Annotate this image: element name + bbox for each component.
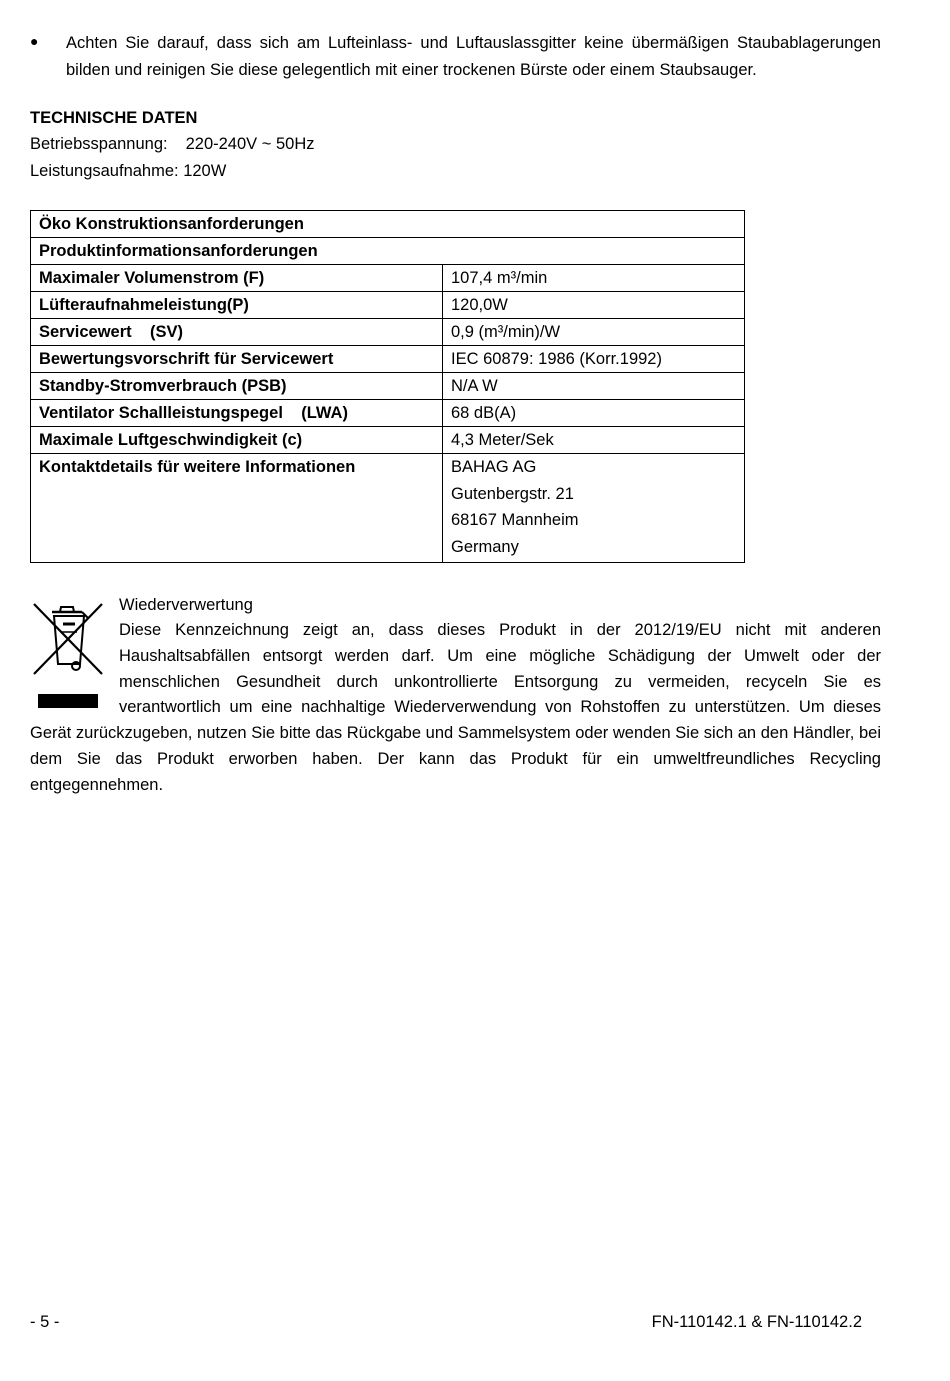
row-label: Maximale Luftgeschwindigkeit (c)	[31, 427, 443, 454]
row-label: Bewertungsvorschrift für Servicewert	[31, 346, 443, 373]
table-row	[31, 346, 745, 373]
power-line: Leistungsaufnahme: 120W	[30, 162, 227, 180]
contact-country: Germany	[451, 537, 519, 556]
row-label: Standby-Stromverbrauch (PSB)	[31, 373, 443, 400]
contact-street: Gutenbergstr. 21	[451, 484, 574, 503]
table-row	[31, 319, 745, 346]
recycling-text-block	[30, 618, 881, 799]
voltage-line	[30, 133, 315, 155]
maintenance-instruction: Achten Sie darauf, dass sich am Lufteinlass- und Luftauslassgitter keine übermäßigen Staubablagerungen bilden und reinigen Sie diese gelegentlich mit einer trockenen Bürste oder einem Staubsauger.	[66, 34, 881, 79]
voltage-value: 220-240V ~ 50Hz	[185, 135, 315, 153]
row-value: N/A W	[443, 373, 745, 400]
table-header-product-info: Produktinformationsanforderungen	[31, 238, 745, 265]
row-value: 107,4 m³/min	[443, 265, 745, 292]
page-number: - 5 -	[30, 1313, 60, 1331]
contact-city: 68167 Mannheim	[451, 511, 579, 529]
table-row	[31, 400, 745, 427]
bullet-marker: ●	[30, 33, 39, 49]
row-label: Lüfteraufnahmeleistung(P)	[31, 292, 443, 319]
contact-label: Kontaktdetails für weitere Informationen	[31, 454, 443, 563]
row-label: Maximaler Volumenstrom (F)	[31, 265, 443, 292]
technical-data-heading: TECHNISCHE DATEN	[30, 109, 198, 127]
contact-company: BAHAG AG	[451, 458, 537, 476]
model-number: FN-110142.1 & FN-110142.2	[651, 1313, 862, 1331]
voltage-label: Betriebsspannung:	[30, 135, 168, 153]
table-row	[31, 427, 745, 454]
recycling-text: Diese Kennzeichnung zeigt an, dass dieses Produkt in der 2012/19/EU nicht mit anderen Haushaltsabfällen entsorgt werden darf. Um eine mögliche Schädigung der Umwelt oder der menschlichen Gesundheit durch unkontrollierte Entsorgung zu vermeiden, recyceln Sie es verantwortlich um eine nachhaltige Wiederverwendung von Rohstoffen zu unterstützen. Um dieses Gerät zurückzugeben, nutzen Sie bitte das Rückgabe und Sammelsystem oder wenden Sie sich an den Händler, bei dem Sie das Produkt erworben haben. Der kann das Produkt für ein umweltfreundliches Recycling entgegennehmen.	[30, 621, 881, 794]
table-header-row	[31, 211, 745, 238]
table-row	[31, 373, 745, 400]
row-value: 0,9 (m³/min)/W	[443, 319, 745, 346]
row-value: 120,0W	[443, 292, 745, 319]
table-row	[31, 292, 745, 319]
table-row	[31, 265, 745, 292]
contact-address	[443, 454, 745, 563]
icon-spacer	[30, 618, 119, 721]
recycling-title: Wiederverwertung	[119, 596, 253, 614]
row-value: 4,3 Meter/Sek	[443, 427, 745, 454]
row-label: Servicewert (SV)	[31, 319, 443, 346]
table-row-contact	[31, 454, 745, 563]
row-label: Ventilator Schallleistungspegel (LWA)	[31, 400, 443, 427]
table-header-row	[31, 238, 745, 265]
row-value: IEC 60879: 1986 (Korr.1992)	[443, 346, 745, 373]
eco-design-table	[30, 210, 745, 563]
table-header-eco: Öko Konstruktionsanforderungen	[31, 211, 745, 238]
row-value: 68 dB(A)	[443, 400, 745, 427]
